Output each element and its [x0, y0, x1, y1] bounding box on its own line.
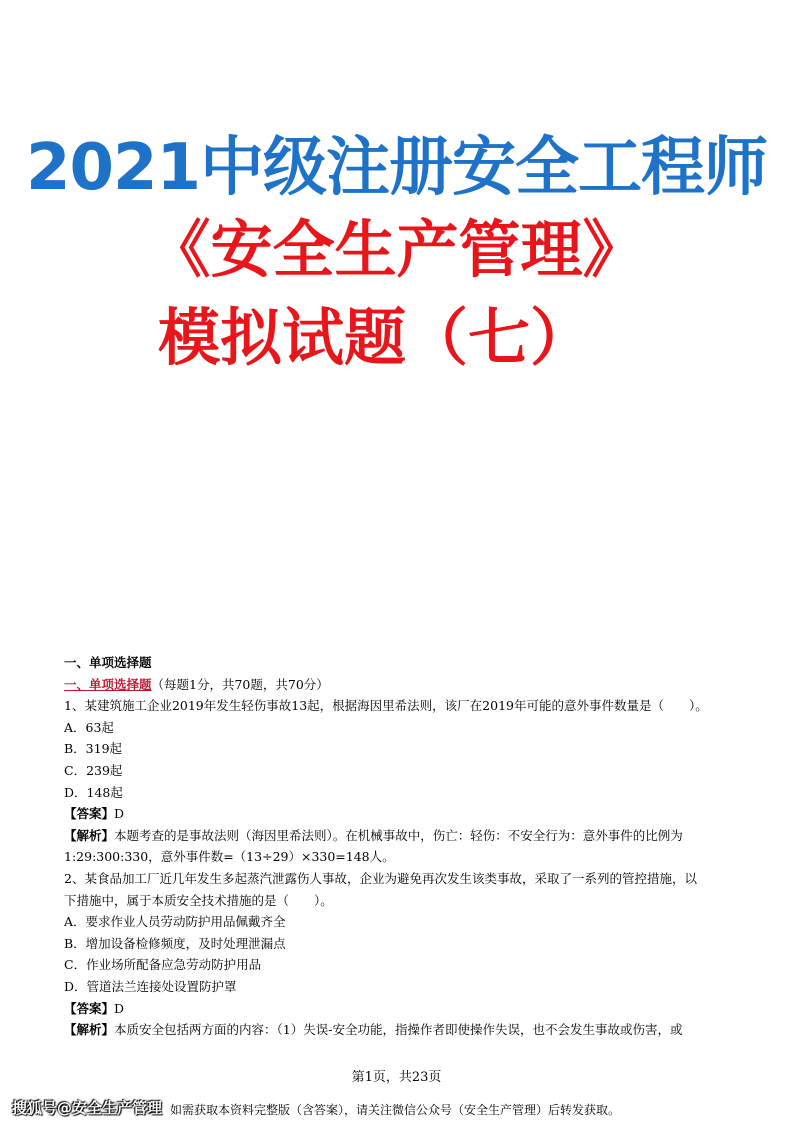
answer-value: D [114, 1000, 125, 1016]
option-a: A．要求作业人员劳动防护用品佩戴齐全 [64, 914, 286, 930]
option-c: C．作业场所配备应急劳动防护用品 [64, 957, 262, 973]
section-note: （每题1分，共70题，共70分） [151, 676, 329, 692]
analysis-continuation: 1:29:300:330，意外事件数=（13÷29）×330=148人。 [64, 849, 395, 865]
analysis-text: 本题考查的是事故法则（海因里希法则）。在机械事故中，伤亡：轻伤：不安全行为：意外事件的比例为 [114, 827, 683, 843]
answer-value: D [114, 806, 125, 822]
question-1 [64, 695, 734, 868]
answer-tag: 【答案】 [64, 1000, 115, 1016]
question-stem: 2、某食品加工厂近几年发生多起蒸汽泄露伤人事故，企业为避免再次发生该类事故，采取了一系列的管控措施，以 [64, 870, 697, 886]
document-body [64, 652, 734, 1041]
analysis-tag: 【解析】 [64, 1022, 115, 1038]
source-watermark: 搜狐号@安全生产管理 [12, 1099, 163, 1117]
analysis-tag: 【解析】 [64, 827, 115, 843]
title-line-1: 2021中级注册安全工程师 [25, 131, 768, 205]
analysis-line [64, 825, 734, 847]
section-heading-with-note [64, 674, 734, 696]
option-d: D．管道法兰连接处设置防护罩 [64, 978, 237, 994]
section-heading-link[interactable]: 一、单项选择题 [64, 676, 152, 692]
title-line-2: 《安全生产管理》 [148, 213, 645, 286]
page-number: 第1页，共23页 [351, 1070, 442, 1085]
answer-line [64, 998, 734, 1020]
section-heading: 一、单项选择题 [64, 655, 152, 670]
footer-note: 如需获取本资料完整版（含答案），请关注微信公众号（安全生产管理）后转发获取。 [170, 1103, 621, 1117]
option-b: B．增加设备检修频度，及时处理泄漏点 [64, 935, 286, 951]
option-a: A．63起 [64, 719, 114, 735]
analysis-line [64, 1019, 734, 1041]
answer-line [64, 803, 734, 825]
option-c: C．239起 [64, 762, 123, 778]
question-2 [64, 868, 734, 1041]
question-stem: 1、某建筑施工企业2019年发生轻伤事故13起，根据海因里希法则，该厂在2019年可能的意外事件数量是（ ）。 [64, 698, 708, 714]
answer-tag: 【答案】 [64, 806, 115, 822]
analysis-text: 本质安全包括两方面的内容：（1）失误-安全功能，指操作者即使操作失误，也不会发生事故或伤害，或 [114, 1022, 683, 1038]
question-stem-continuation: 下措施中，属于本质安全技术措施的是（ ）。 [64, 892, 333, 908]
title-line-3: 模拟试题（七） [157, 301, 592, 374]
option-d: D．148起 [64, 784, 123, 800]
option-b: B．319起 [64, 741, 123, 757]
